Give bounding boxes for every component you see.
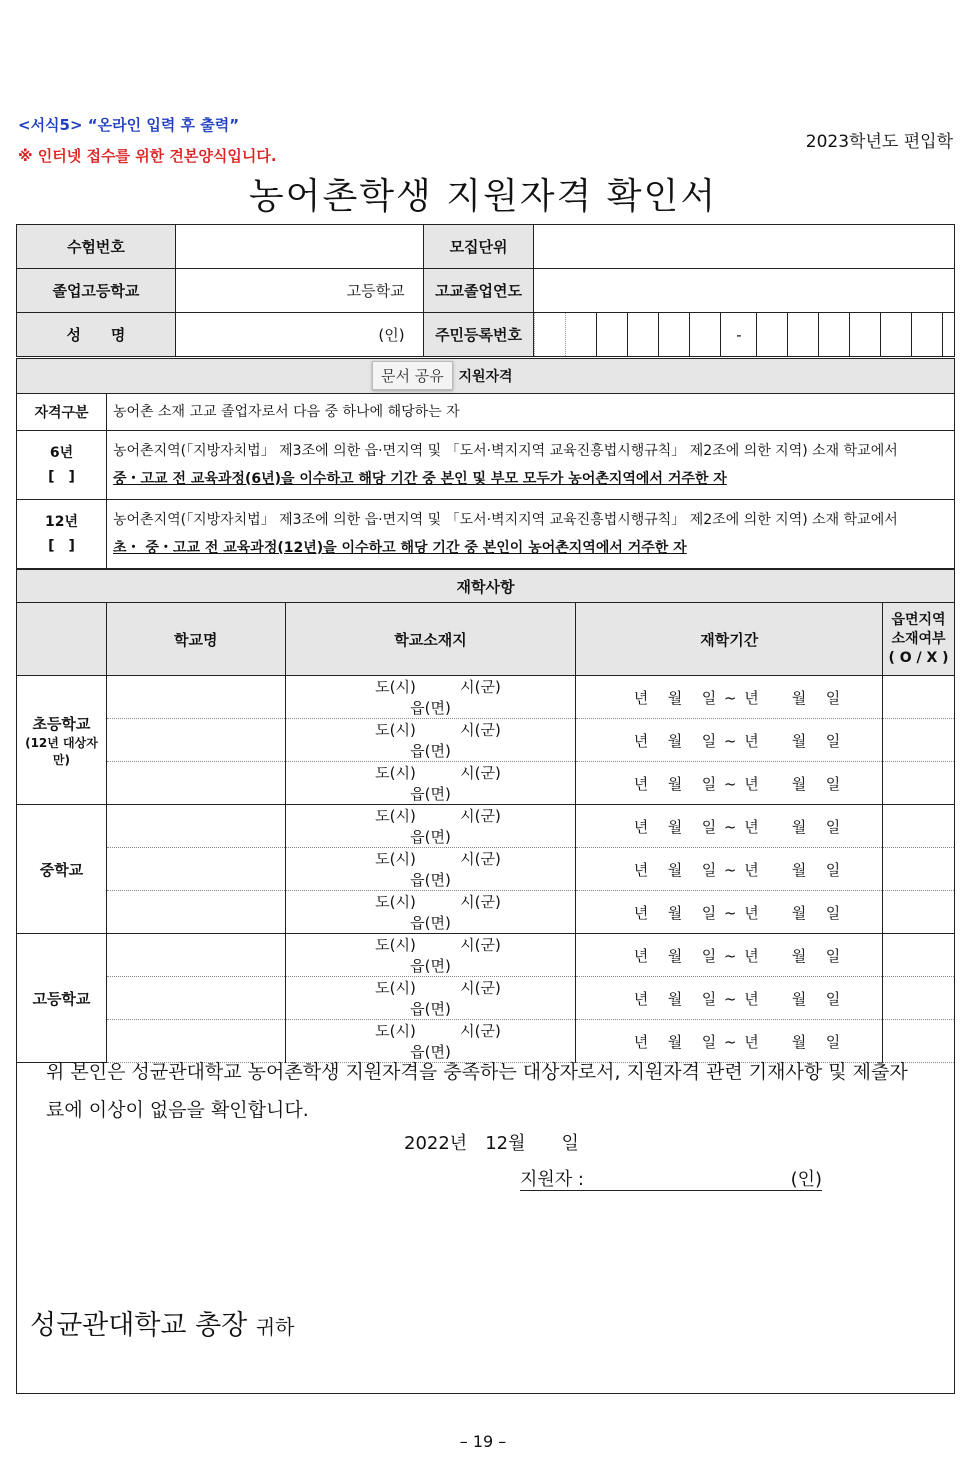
exam-no-label: 수험번호 <box>17 225 176 269</box>
col-school-location: 학교소재지 <box>285 603 576 676</box>
per-m2: 월 <box>791 989 807 1008</box>
loc-si: 시(군) <box>460 936 501 954</box>
loc-do: 도(시) <box>375 1022 416 1040</box>
six-year-option[interactable] <box>17 431 107 500</box>
name-seal: (인) <box>378 326 405 344</box>
per-m: 월 <box>667 688 683 707</box>
per-y2: 년 <box>744 817 759 836</box>
per-tilde: ~ <box>723 946 737 965</box>
loc-eup: 읍(면) <box>410 1000 451 1018</box>
per-y2: 년 <box>744 946 759 965</box>
loc-eup: 읍(면) <box>410 957 451 975</box>
grad-year-label: 고교졸업연도 <box>423 269 534 313</box>
rural-status-input[interactable] <box>883 805 955 848</box>
per-d2: 일 <box>825 817 841 836</box>
rural-status-input[interactable] <box>883 891 955 934</box>
twelve-year-desc-line2: 초・ 중・고교 전 교육과정(12년)을 이수하고 해당 기간 중 본인이 농어촌지역에서 거주한 자 <box>113 540 687 556</box>
loc-do: 도(시) <box>375 850 416 868</box>
applicant-seal: (인) <box>790 1169 822 1190</box>
loc-si: 시(군) <box>460 850 501 868</box>
per-m: 월 <box>667 817 683 836</box>
loc-si: 시(군) <box>460 721 501 739</box>
per-m: 월 <box>667 731 683 750</box>
rrn-boxes <box>534 313 954 356</box>
year-label: 2023학년도 편입학 <box>805 132 953 152</box>
six-year-checkbox[interactable]: [ ] <box>48 469 75 485</box>
per-y: 년 <box>633 1032 649 1051</box>
per-m2: 월 <box>791 946 807 965</box>
per-tilde: ~ <box>723 774 737 793</box>
recruit-unit-label: 모집단위 <box>423 225 534 269</box>
school-location-input[interactable] <box>285 805 576 848</box>
rural-status-input[interactable] <box>883 676 955 719</box>
period-input[interactable] <box>576 977 883 1020</box>
twelve-year-checkbox[interactable]: [ ] <box>48 538 75 554</box>
qualification-section-title: 지원자격 <box>17 359 955 394</box>
per-d: 일 <box>701 774 717 793</box>
period-input[interactable] <box>576 934 883 977</box>
confirmation-statement: 위 본인은 성균관대학교 농어촌학생 지원자격을 충족하는 대상자로서, 지원자격 관련 기재사항 및 제출자료에 이상이 없음을 확인합니다. <box>46 1061 908 1121</box>
twelve-year-desc-line1: 농어촌지역(「지방자치법」 제3조에 의한 읍·면지역 및 「도서·벽지지역 교육진흥법시행규칙」 제2조에 의한 지역) 소재 학교에서 <box>113 512 898 528</box>
period-input[interactable] <box>576 719 883 762</box>
school-level-high: 고등학교 <box>17 934 107 1063</box>
school-level-elementary: 초등학교 (12년 대상자만) <box>17 676 107 805</box>
per-d2: 일 <box>825 688 841 707</box>
per-y2: 년 <box>744 774 759 793</box>
high-school-suffix: 고등학교 <box>346 282 405 300</box>
per-y: 년 <box>633 946 649 965</box>
per-m: 월 <box>667 946 683 965</box>
per-tilde: ~ <box>723 731 737 750</box>
loc-si: 시(군) <box>460 678 501 696</box>
loc-si: 시(군) <box>460 807 501 825</box>
per-d: 일 <box>701 989 717 1008</box>
per-d: 일 <box>701 946 717 965</box>
loc-eup: 읍(면) <box>410 871 451 889</box>
confirmation-date[interactable]: 2022년 12월 일 <box>404 1133 579 1154</box>
recruit-unit-field[interactable] <box>534 225 955 269</box>
per-d: 일 <box>701 1032 717 1051</box>
per-d2: 일 <box>825 1032 841 1051</box>
school-location-input[interactable] <box>285 977 576 1020</box>
six-year-desc-line2: 중・고교 전 교육과정(6년)을 이수하고 해당 기간 중 본인 및 부모 모두가 농어촌지역에서 거주한 자 <box>113 471 727 487</box>
per-y: 년 <box>633 903 649 922</box>
per-d: 일 <box>701 731 717 750</box>
col-period: 재학기간 <box>576 603 883 676</box>
category-label: 자격구분 <box>17 394 107 431</box>
loc-si: 시(군) <box>460 893 501 911</box>
per-tilde: ~ <box>723 688 737 707</box>
six-year-desc-line1: 농어촌지역(「지방자치법」 제3조에 의한 읍·면지역 및 「도서·벽지지역 교육진흥법시행규칙」 제2조에 의한 지역) 소재 학교에서 <box>113 443 898 459</box>
rrn-field[interactable] <box>534 313 955 357</box>
rural-status-input[interactable] <box>883 934 955 977</box>
loc-do: 도(시) <box>375 678 416 696</box>
col-school-name: 학교명 <box>106 603 285 676</box>
loc-eup: 읍(면) <box>410 914 451 932</box>
school-name-input[interactable] <box>106 762 285 805</box>
school-location-input[interactable] <box>285 676 576 719</box>
per-m: 월 <box>667 774 683 793</box>
category-desc: 농어촌 소재 고교 졸업자로서 다음 중 하나에 해당하는 자 <box>107 394 955 431</box>
name-field[interactable] <box>175 313 423 357</box>
period-input[interactable] <box>576 891 883 934</box>
loc-do: 도(시) <box>375 807 416 825</box>
per-y: 년 <box>633 860 649 879</box>
per-m2: 월 <box>791 731 807 750</box>
loc-si: 시(군) <box>460 764 501 782</box>
per-y: 년 <box>633 688 649 707</box>
period-input[interactable] <box>576 762 883 805</box>
school-location-input[interactable] <box>285 719 576 762</box>
period-input[interactable] <box>576 805 883 848</box>
school-name-input[interactable] <box>106 805 285 848</box>
per-m2: 월 <box>791 1032 807 1051</box>
per-tilde: ~ <box>723 1032 737 1051</box>
per-m2: 월 <box>791 860 807 879</box>
document-title: 농어촌학생 지원자격 확인서 <box>248 176 718 217</box>
per-d2: 일 <box>825 989 841 1008</box>
per-m2: 월 <box>791 817 807 836</box>
school-location-input[interactable] <box>285 891 576 934</box>
col-rural-status: 읍면지역 소재여부 ( O / X ) <box>883 603 955 676</box>
recipient: 성균관대학교 총장 귀하 <box>30 1310 295 1341</box>
rural-status-input[interactable] <box>883 848 955 891</box>
loc-do: 도(시) <box>375 764 416 782</box>
school-name-input[interactable] <box>106 676 285 719</box>
applicant-info-table <box>16 224 955 357</box>
per-m2: 월 <box>791 903 807 922</box>
per-d: 일 <box>701 817 717 836</box>
per-d2: 일 <box>825 903 841 922</box>
applicant-signature-line[interactable] <box>520 1165 822 1191</box>
loc-eup: 읍(면) <box>410 1043 451 1061</box>
per-d2: 일 <box>825 731 841 750</box>
per-y2: 년 <box>744 1032 759 1051</box>
twelve-year-option[interactable] <box>17 500 107 569</box>
rural-status-input[interactable] <box>883 762 955 805</box>
notice-text: ※ 인터넷 접수를 위한 견본양식입니다. <box>18 147 277 165</box>
school-location-input[interactable] <box>285 848 576 891</box>
per-y: 년 <box>633 989 649 1008</box>
per-y2: 년 <box>744 989 759 1008</box>
loc-si: 시(군) <box>460 979 501 997</box>
qualification-table <box>16 358 955 569</box>
per-d2: 일 <box>825 946 841 965</box>
per-y2: 년 <box>744 688 759 707</box>
loc-do: 도(시) <box>375 936 416 954</box>
per-m2: 월 <box>791 774 807 793</box>
high-school-label: 졸업고등학교 <box>17 269 176 313</box>
share-document-tooltip[interactable]: 문서 공유 <box>372 361 453 390</box>
per-y: 년 <box>633 731 649 750</box>
per-tilde: ~ <box>723 817 737 836</box>
loc-do: 도(시) <box>375 721 416 739</box>
rural-status-input[interactable] <box>883 719 955 762</box>
per-y: 년 <box>633 817 649 836</box>
loc-do: 도(시) <box>375 979 416 997</box>
signature-underline <box>520 1190 822 1191</box>
name-label: 성 명 <box>17 313 176 357</box>
exam-no-field[interactable] <box>175 225 423 269</box>
rrn-label: 주민등록번호 <box>423 313 534 357</box>
per-y2: 년 <box>744 860 759 879</box>
per-m: 월 <box>667 903 683 922</box>
school-name-input[interactable] <box>106 977 285 1020</box>
per-m: 월 <box>667 989 683 1008</box>
school-name-input[interactable] <box>106 848 285 891</box>
period-input[interactable] <box>576 676 883 719</box>
rrn-dash: - <box>721 313 757 356</box>
per-tilde: ~ <box>723 989 737 1008</box>
per-tilde: ~ <box>723 860 737 879</box>
per-y2: 년 <box>744 731 759 750</box>
loc-si: 시(군) <box>460 1022 501 1040</box>
school-name-input[interactable] <box>106 891 285 934</box>
per-d2: 일 <box>825 774 841 793</box>
six-year-label: 6년 <box>49 445 74 461</box>
per-d2: 일 <box>825 860 841 879</box>
rural-status-input[interactable] <box>883 977 955 1020</box>
loc-eup: 읍(면) <box>410 742 451 760</box>
per-m: 월 <box>667 860 683 879</box>
school-level-middle: 중학교 <box>17 805 107 934</box>
school-name-input[interactable] <box>106 934 285 977</box>
grad-year-field[interactable] <box>534 269 955 313</box>
per-m: 월 <box>667 1032 683 1051</box>
per-m2: 월 <box>791 688 807 707</box>
per-d: 일 <box>701 903 717 922</box>
school-location-input[interactable] <box>285 762 576 805</box>
per-tilde: ~ <box>723 903 737 922</box>
high-school-field[interactable] <box>175 269 423 313</box>
per-y2: 년 <box>744 903 759 922</box>
school-history-table <box>16 569 955 1063</box>
loc-eup: 읍(면) <box>410 828 451 846</box>
history-section-title: 재학사항 <box>17 570 955 603</box>
applicant-label: 지원자 : <box>520 1169 584 1190</box>
loc-eup: 읍(면) <box>410 699 451 717</box>
loc-eup: 읍(면) <box>410 785 451 803</box>
period-input[interactable] <box>576 848 883 891</box>
school-name-input[interactable] <box>106 719 285 762</box>
form-label: <서식5> “온라인 입력 후 출력” <box>18 116 240 134</box>
twelve-year-label: 12년 <box>44 514 78 530</box>
per-d: 일 <box>701 860 717 879</box>
per-d: 일 <box>701 688 717 707</box>
loc-do: 도(시) <box>375 893 416 911</box>
per-y: 년 <box>633 774 649 793</box>
page-number: – 19 – <box>459 1432 507 1451</box>
school-location-input[interactable] <box>285 934 576 977</box>
